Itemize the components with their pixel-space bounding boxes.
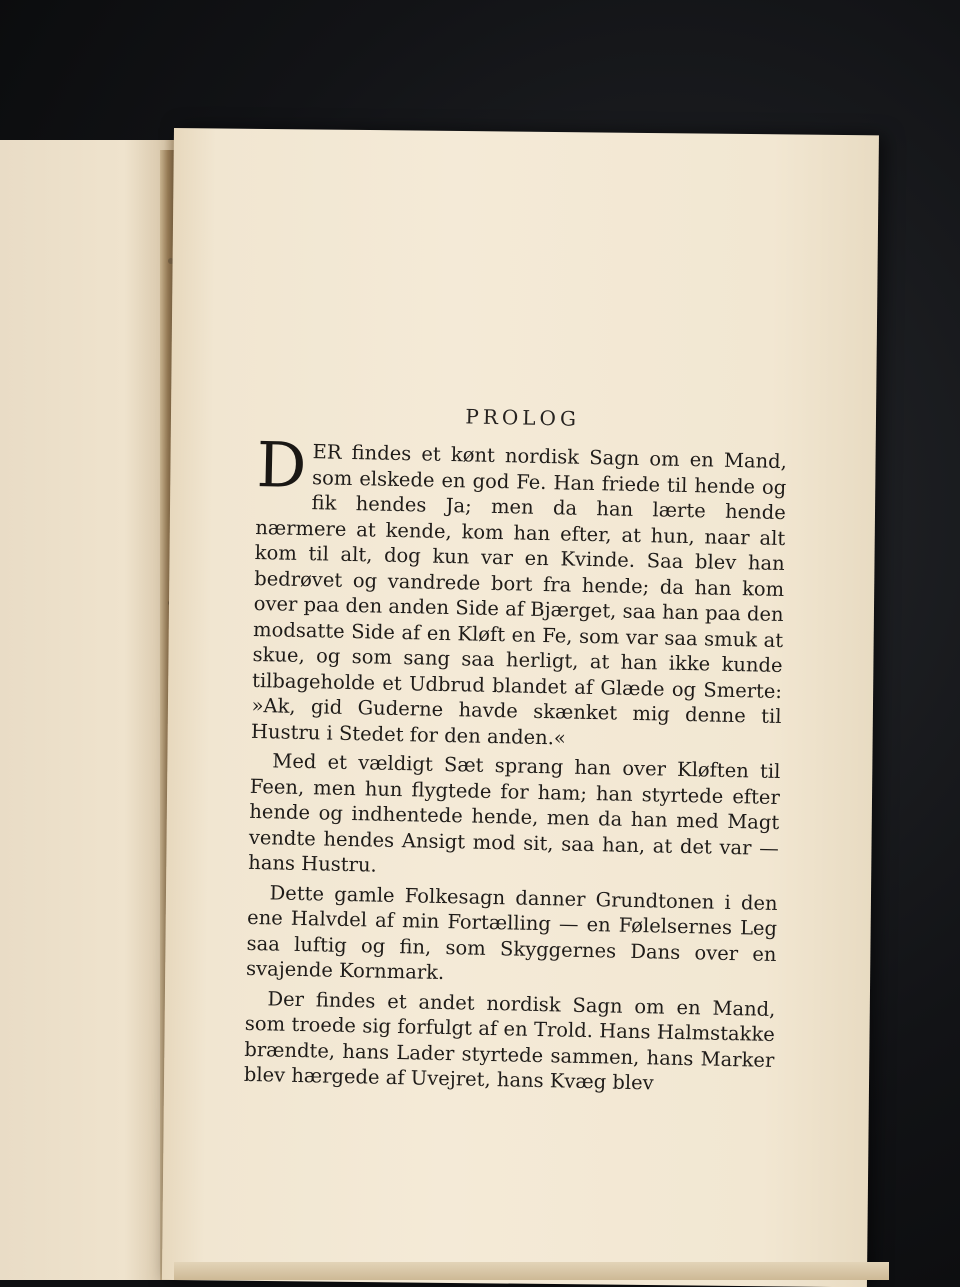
- page-text-block: [244, 400, 788, 1102]
- drop-cap: D: [255, 427, 308, 503]
- paragraph-text: ER findes et kønt nordisk Sagn om en Mand, som elskede en god Fe. Han friede til hende og fik hendes Ja; men da han lærte hende nærmere at kende, kom han efter, at hun, naar alt kom til alt, dog kun var en Kvinde. Saa blev han bedrøvet og vandrede bort fra hende; da han kom over paa den anden Side af Bjærget, saa han paa den modsatte Side af en Kløft en Fe, som var saa smuk at skue, og som sang saa herligt, at han ikke kunde tilbageholde et Udbrud blandet af Glæde og Smerte: »Ak, gid Guderne havde skænket mig denne til Hustru i Stedet for den anden.«: [250, 440, 788, 750]
- paragraph-4: Der findes et andet nordisk Sagn om en Mand, som troede sig forfulgt af en Trold. Hans Halmstakke brændte, hans Lader styrtede sammen, hans Marker blev hærgede af Uvejret, hans Kvæg blev: [243, 986, 776, 1095]
- book-page-edges: [174, 1262, 889, 1280]
- chapter-title: PROLOG: [465, 404, 581, 431]
- paragraph-2: Med et vældigt Sæt sprang han over Kløften til Feen, men hun flygtede for ham; han styrtede efter hende og indhentede hende, men da han med Magt vendte hendes Ansigt mod sit, saa han, at det var — hans Hustru.: [248, 749, 781, 877]
- paragraph-1: [250, 427, 788, 755]
- left-page-blank: [0, 140, 178, 1280]
- paragraph-3: Dette gamle Folkesagn danner Grundtonen i den ene Halvdel af min Fortælling — en Følelsernes Leg saa luftig og fin, som Skyggernes Dans over en svajende Kornmark.: [245, 880, 778, 985]
